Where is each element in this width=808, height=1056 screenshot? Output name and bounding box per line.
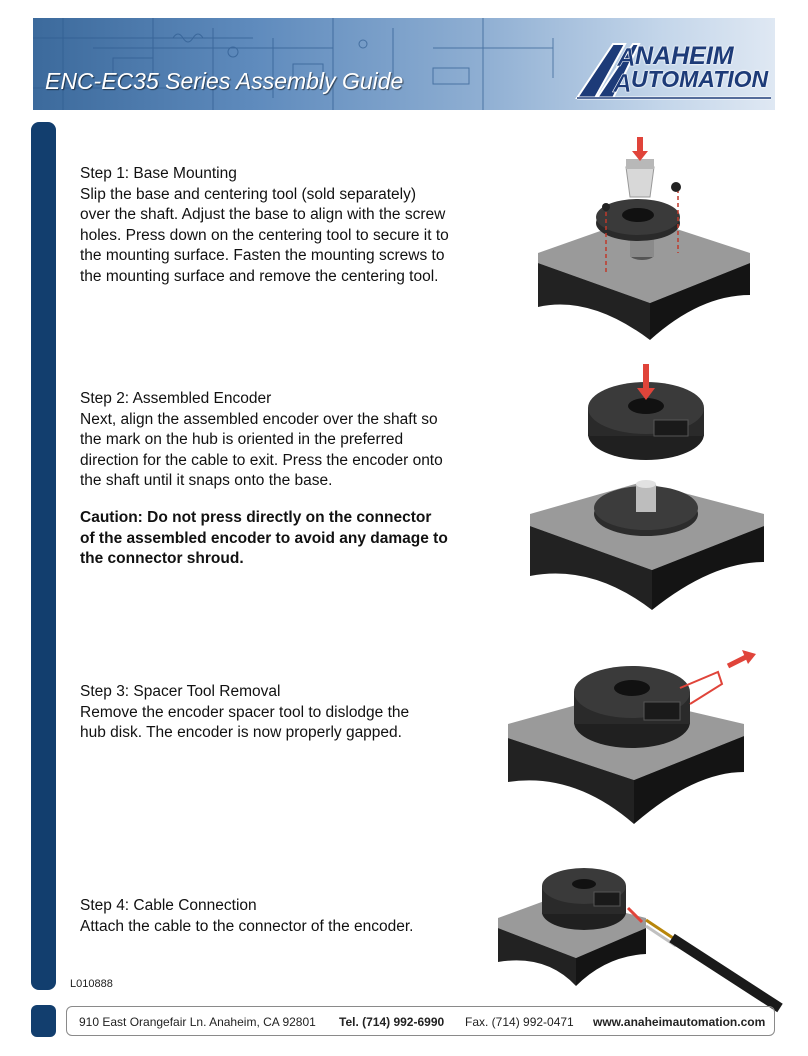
step-3	[80, 682, 500, 744]
caution-note	[80, 508, 480, 570]
step-3-line: hub disk. The encoder is now properly gapped.	[80, 724, 402, 741]
svg-text:A: A	[617, 42, 636, 72]
cable-connection-illustration	[496, 856, 786, 1016]
caution-line: the connector shroud.	[80, 550, 244, 567]
step-1-line: the mounting surface and remove the centering tool.	[80, 267, 439, 285]
footer-phone: Tel. (714) 992-6990	[339, 1015, 445, 1029]
spacer-tool-removal-illustration	[504, 648, 766, 830]
logo-text-line1: NAHEIM	[635, 42, 734, 70]
step-1-title: Step 1: Base Mounting	[80, 165, 237, 182]
step-3-line: Remove the encoder spacer tool to dislodge the	[80, 703, 410, 721]
svg-text:A: A	[613, 68, 632, 98]
step-4-title: Step 4: Cable Connection	[80, 897, 257, 914]
step-2-line: the shaft until it snaps onto the base.	[80, 472, 333, 489]
step-4	[80, 896, 500, 937]
caution-line: of the assembled encoder to avoid any damage to	[80, 529, 448, 547]
step-1-line: the mounting surface. Fasten the mounting screws to	[80, 247, 445, 264]
step-1-line: over the shaft. Adjust the base to align with the screw	[80, 206, 446, 223]
footer-address: 910 East Orangefair Ln. Anaheim, CA 92801	[79, 1015, 316, 1029]
footer-website-link[interactable]: www.anaheimautomation.com	[593, 1015, 766, 1029]
step-1-line: holes. Press down on the centering tool to secure it to	[80, 226, 449, 244]
step-2-line: the mark on the hub is oriented in the preferred	[80, 431, 404, 448]
step-2-title: Step 2: Assembled Encoder	[80, 390, 272, 407]
footer-fax: Fax. (714) 992-0471	[465, 1015, 574, 1029]
step-3-title: Step 3: Spacer Tool Removal	[80, 683, 281, 700]
footer-accent-block	[31, 1005, 56, 1037]
document-code: L010888	[70, 978, 113, 990]
header-banner	[33, 18, 775, 110]
step-1-line: Slip the base and centering tool (sold separately)	[80, 185, 417, 203]
left-accent-bar	[31, 122, 56, 990]
step-2-line: direction for the cable to exit. Press the encoder onto	[80, 451, 443, 469]
step-2	[80, 389, 500, 492]
assembled-encoder-illustration	[522, 364, 772, 614]
footer-contact-bar	[66, 1006, 775, 1036]
company-logo	[573, 40, 773, 102]
base-mounting-illustration	[530, 135, 760, 345]
step-2-line: Next, align the assembled encoder over the shaft so	[80, 410, 438, 428]
logo-text-line2: UTOMATION	[631, 66, 769, 92]
step-4-line: Attach the cable to the connector of the encoder.	[80, 917, 414, 935]
page-title: ENC-EC35 Series Assembly Guide	[45, 68, 404, 94]
caution-line: Caution: Do not press directly on the connector	[80, 509, 432, 526]
step-1	[80, 164, 500, 287]
